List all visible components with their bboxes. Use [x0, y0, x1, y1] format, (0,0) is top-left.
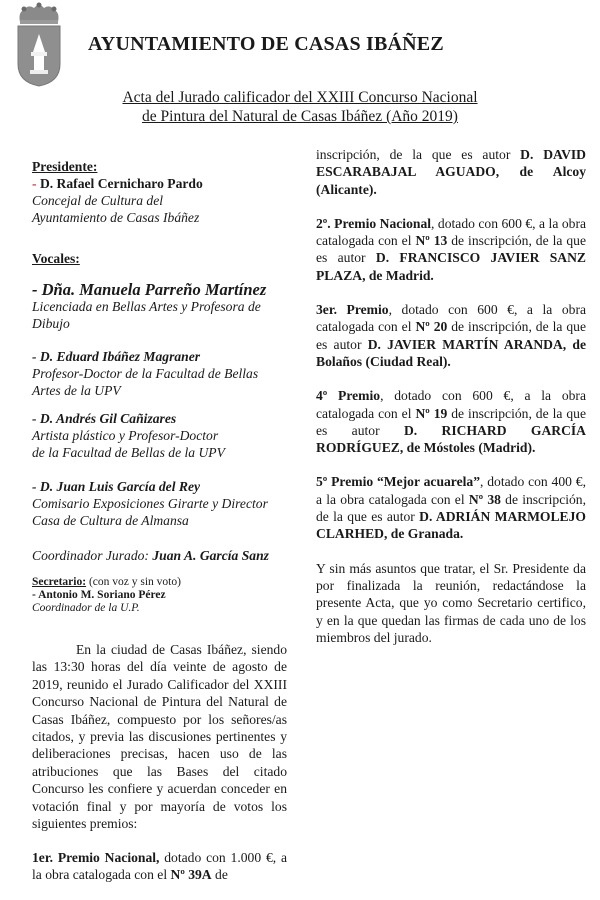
coordinator-line: Coordinador Jurado: Juan A. García Sanz: [32, 548, 269, 563]
prize-4: 4º Premio, dotado con 600 €, a la obra catalogada con el Nº 19 de inscripción, de la que es autor D. RICHARD GARCÍA RODRÍGUEZ, de Móstoles (Madrid).: [316, 388, 586, 456]
vocal-role: Artista plástico y Profesor-Doctor: [32, 428, 219, 443]
vocal-role-2: de la Facultad de Bellas de la UPV: [32, 445, 225, 460]
secretary-role: Coordinador de la U.P.: [32, 602, 140, 614]
document-title: [0, 88, 600, 126]
coat-of-arms-icon: [14, 2, 64, 88]
prize-3: 3er. Premio, dotado con 600 €, a la obra catalogada con el Nº 20 de inscripción, de la que es autor D. JAVIER MARTÍN ARANDA, de Bolaños (Ciudad Real).: [316, 302, 587, 369]
vocal-name: - D. Eduard Ibáñez Magraner: [32, 349, 201, 364]
vocal-name: - D. Juan Luis García del Rey: [32, 479, 201, 494]
secretary-block: [32, 576, 287, 615]
closing-paragraph: Y sin más asuntos que tratar, el Sr. Presidente da por finalizada la reunión, redactándose la presente Acta, que yo como Secretario certifico, y en la que quedan las firmas de cada uno de los miembros del jurado.: [316, 560, 586, 645]
president-role-2: Ayuntamiento de Casas Ibáñez: [32, 210, 200, 225]
left-column: [32, 158, 287, 883]
intro-paragraph: En la ciudad de Casas Ibáñez, siendo las 13:30 horas del día veinte de agosto de 2019, reunido el Jurado Calificador del XXIII Concurso Nacional de Pintura del Natural de Casas Ibáñez, compuesto por los señores/as citados, y previa las discusiones pertinentes y deliberaciones precisas, hacen uso de las atribuciones que las Bases del citado Concurso les confiere y acuerdan conceder en votación final y por mayoría de votos los siguientes premios:: [32, 642, 287, 832]
vocal-role: Profesor-Doctor de la Facultad de Bellas: [32, 366, 259, 381]
secretary-label: Secretario:: [32, 576, 87, 588]
vocal-role-2: Casa de Cultura de Almansa: [32, 513, 189, 528]
vocal-role: Comisario Exposiciones Girarte y Director: [32, 496, 268, 511]
coordinator-name: Juan A. García Sanz: [152, 548, 269, 563]
president-label: Presidente:: [32, 159, 98, 174]
president-name: - D. Rafael Cernicharo Pardo: [32, 176, 203, 191]
prize-1: 1er. Premio Nacional, dotado con 1.000 €, a la obra catalogada con el Nº 39A de: [32, 850, 287, 883]
vocal-item: [32, 478, 287, 529]
document-title-line2: de Pintura del Natural de Casas Ibáñez (Año 2019): [142, 108, 458, 125]
organization-title: AYUNTAMIENTO DE CASAS IBÁÑEZ: [88, 33, 444, 55]
vocal-item: [32, 348, 287, 399]
president-role: Concejal de Cultura del: [32, 193, 164, 208]
prize-5: 5º Premio “Mejor acuarela”, dotado con 400 €, a la obra catalogada con el Nº 38 de inscripción, de la que es autor D. ADRIÁN MARMOLEJO CLARHED, de Granada.: [316, 474, 586, 542]
vocales-label: Vocales:: [32, 251, 80, 266]
vocal-item: [32, 410, 287, 461]
vocal-item: [32, 281, 287, 332]
secretary-name: - Antonio M. Soriano Pérez: [32, 589, 166, 601]
coat-of-arms-logo: [14, 2, 64, 88]
vocal-name: - D. Andrés Gil Cañizares: [32, 411, 177, 426]
vocal-name: - Dña. Manuela Parreño Martínez: [32, 280, 267, 299]
document-title-line1: Acta del Jurado calificador del XXIII Concurso Nacional: [122, 89, 478, 106]
prize-2: 2º. Premio Nacional, dotado con 600 €, a la obra catalogada con el Nº 13 de inscripción, de la que es autor D. FRANCISCO JAVIER SANZ PLAZA, de Madrid.: [316, 215, 586, 283]
secretary-note: (con voz y sin voto): [86, 576, 181, 588]
right-column: [316, 146, 586, 646]
vocal-role-2: Artes de la UPV: [32, 383, 121, 398]
vocal-role-2: Dibujo: [32, 316, 70, 331]
vocal-role: Licenciada en Bellas Artes y Profesora de: [32, 299, 261, 314]
prize-1-continued: inscripción, de la que es autor D. DAVID ESCARABAJAL AGUADO, de Alcoy (Alicante).: [316, 147, 586, 197]
